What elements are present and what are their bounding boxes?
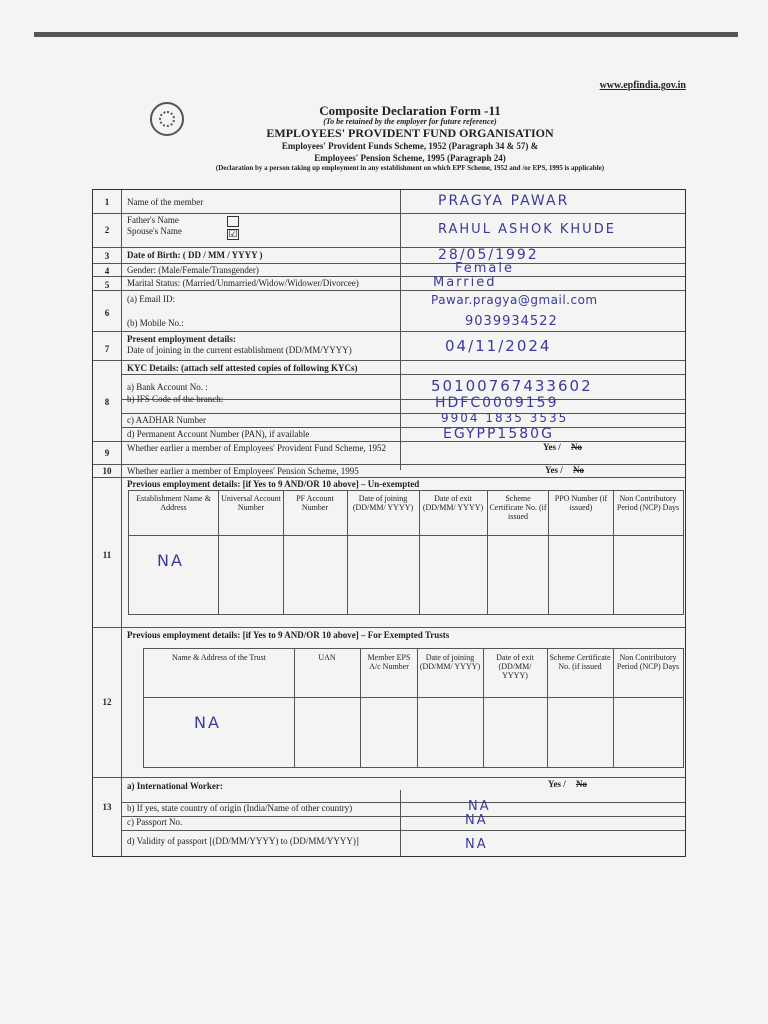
scheme-line-1: Employees' Provident Funds Scheme, 1952 (Paragraph 34 & 57) & bbox=[281, 141, 539, 151]
doj-value: 04/11/2024 bbox=[445, 337, 552, 355]
exempted-value: NA bbox=[194, 713, 221, 732]
epf-no-option[interactable]: No bbox=[571, 442, 582, 452]
row-number: 5 bbox=[104, 280, 110, 290]
row-number: 1 bbox=[104, 197, 110, 207]
ifsc-value: HDFC0009159 bbox=[435, 395, 559, 411]
email-label: (a) Email ID: bbox=[127, 294, 175, 304]
intl-yes-option[interactable]: Yes / bbox=[548, 779, 566, 789]
website-url: www.epfindia.gov.in bbox=[599, 80, 686, 91]
row-number: 9 bbox=[104, 448, 110, 458]
col-uan: Universal Account Number bbox=[221, 494, 281, 512]
bank-account-value: 50100767433602 bbox=[431, 377, 593, 395]
col-scheme-cert: Scheme Certificate No. (if issued bbox=[489, 494, 547, 521]
country-label: b) If yes, state country of origin (India/Name of other country) bbox=[127, 803, 353, 813]
epf-yes-option[interactable]: Yes / bbox=[543, 442, 561, 452]
col-doe: Date of exit (DD/MM/ YYYY) bbox=[496, 653, 534, 680]
mobile-value: 9039934522 bbox=[465, 314, 558, 329]
unexempted-table bbox=[128, 490, 684, 615]
col-doe: Date of exit (DD/MM/ YYYY) bbox=[422, 494, 484, 512]
col-eps-account: Member EPS A/c Number bbox=[367, 653, 411, 671]
marital-status-label: Marital Status: (Married/Unmarried/Widow/Widower/Divorcee) bbox=[127, 278, 359, 288]
row-number: 10 bbox=[102, 466, 112, 476]
value-column-divider-13 bbox=[400, 790, 401, 856]
col-uan: UAN bbox=[318, 653, 336, 662]
row-number: 13 bbox=[102, 802, 112, 812]
scheme-line-2: Employees' Pension Scheme, 1995 (Paragraph 24) bbox=[314, 153, 506, 163]
row-number: 3 bbox=[104, 251, 110, 261]
exempted-table bbox=[143, 648, 684, 768]
marital-status-value: Married bbox=[433, 275, 497, 290]
row-number: 6 bbox=[104, 308, 110, 318]
passport-validity-value: NA bbox=[465, 837, 488, 852]
row-number: 11 bbox=[102, 550, 112, 560]
top-rule bbox=[34, 32, 738, 37]
mobile-label: (b) Mobile No.: bbox=[127, 318, 184, 328]
intl-no-option[interactable]: No bbox=[576, 779, 587, 789]
present-employment-label: Present employment details: bbox=[127, 334, 236, 344]
form-title: Composite Declaration Form -11 bbox=[319, 103, 501, 118]
col-doj: Date of joining (DD/MM/ YYYY) bbox=[419, 653, 481, 671]
bank-account-label: a) Bank Account No. : bbox=[127, 382, 208, 392]
eps-yes-option[interactable]: Yes / bbox=[545, 465, 563, 475]
col-ncp: Non Contributory Period (NCP) Days bbox=[616, 494, 680, 512]
gender-label: Gender: (Male/Female/Transgender) bbox=[127, 265, 259, 275]
kyc-title: KYC Details: (attach self attested copies of following KYCs) bbox=[127, 363, 358, 373]
dob-label: Date of Birth: ( DD / MM / YYYY ) bbox=[127, 250, 263, 260]
passport-label: c) Passport No. bbox=[127, 817, 183, 827]
country-value: NA bbox=[468, 799, 491, 814]
gender-value: Female bbox=[455, 261, 515, 276]
pan-label: d) Permanent Account Number (PAN), if available bbox=[127, 429, 310, 439]
dob-value: 28/05/1992 bbox=[438, 247, 539, 263]
exempted-title: Previous employment details: [if Yes to 9 AND/OR 10 above] – For Exempted Trusts bbox=[127, 630, 450, 640]
fathers-name-checkbox[interactable] bbox=[227, 216, 239, 227]
member-name-value: PRAGYA PAWAR bbox=[438, 193, 570, 209]
value-column-divider bbox=[400, 190, 401, 470]
form-subtitle: (To be retained by the employer for future reference) bbox=[323, 117, 497, 126]
aadhar-value: 9904 1835 3535 bbox=[441, 411, 569, 425]
epf-member-label: Whether earlier a member of Employees' Provident Fund Scheme, 1952 bbox=[127, 443, 387, 453]
col-scheme-cert: Scheme Certificate No. (if issued bbox=[549, 653, 611, 671]
row-number: 12 bbox=[102, 697, 112, 707]
col-doj: Date of joining (DD/MM/ YYYY) bbox=[352, 494, 414, 512]
col-pf-account: PF Account Number bbox=[296, 494, 334, 512]
declaration-note: (Declaration by a person taking up employment in any establishment on which EPF Scheme, 1952 and /or EPS, 1995 is applicable) bbox=[215, 164, 605, 172]
spouses-name-label: Spouse's Name bbox=[127, 226, 182, 236]
col-trust: Name & Address of the Trust bbox=[172, 653, 266, 662]
row-number: 7 bbox=[104, 344, 110, 354]
fathers-name-label: Father's Name bbox=[127, 215, 179, 225]
col-ppo: PPO Number (if issued) bbox=[554, 494, 608, 512]
member-name-label: Name of the member bbox=[127, 197, 204, 207]
aadhar-label: c) AADHAR Number bbox=[127, 415, 206, 425]
relative-name-value: RAHUL ASHOK KHUDE bbox=[438, 222, 616, 237]
declaration-form-table bbox=[92, 189, 686, 857]
doj-label: Date of joining in the current establishment (DD/MM/YYYY) bbox=[127, 345, 352, 355]
row-number: 2 bbox=[104, 225, 110, 235]
email-value: Pawar.pragya@gmail.com bbox=[431, 293, 598, 307]
col-establishment: Establishment Name & Address bbox=[136, 494, 211, 512]
col-ncp: Non Contributory Period (NCP) Days bbox=[616, 653, 680, 671]
pan-value: EGYPP1580G bbox=[443, 426, 554, 442]
passport-value: NA bbox=[465, 813, 488, 828]
spouses-name-checkbox[interactable]: ☑ bbox=[228, 229, 238, 240]
unexempted-title: Previous employment details: [if Yes to 9 AND/OR 10 above] – Un-exempted bbox=[127, 479, 420, 489]
unexempted-value: NA bbox=[157, 551, 184, 570]
organisation-name: EMPLOYEES' PROVIDENT FUND ORGANISATION bbox=[266, 126, 554, 140]
eps-no-option[interactable]: No bbox=[573, 465, 584, 475]
ifsc-label: b) IFS Code of the branch: bbox=[127, 394, 224, 404]
row-number: 4 bbox=[104, 266, 110, 276]
passport-validity-label: d) Validity of passport [(DD/MM/YYYY) to (DD/MM/YYYY)] bbox=[127, 836, 359, 846]
international-worker-label: a) International Worker: bbox=[127, 781, 223, 791]
row-number: 8 bbox=[104, 397, 110, 407]
eps-member-label: Whether earlier a member of Employees' Pension Scheme, 1995 bbox=[127, 466, 359, 476]
